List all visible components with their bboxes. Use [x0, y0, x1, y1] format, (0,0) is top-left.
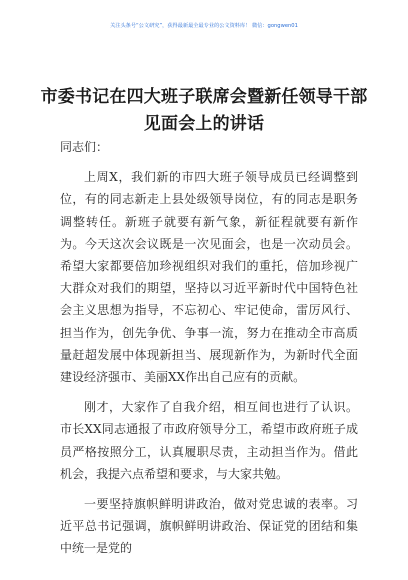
body-paragraph-3: 一要坚持旗帜鲜明讲政治，做对党忠诚的表率。习近平总书记强调，旗帜鲜明讲政治、保证党的团结和集中统一是党的 [60, 497, 358, 556]
body-paragraph-2: 刚才，大家作了自我介绍，相互间也进行了认识。市长XX同志通报了市政府领导分工，希望市政府班子成员严格按照分工，认真履职尽责，主动担当作为。借此机会，我提六点希望和要求，与大家共勉。 [60, 400, 358, 481]
salutation: 同志们： [60, 140, 109, 154]
body-paragraph-1: 上周X，我们新的市四大班子领导成员已经调整到位，有的同志新走上县处级领导岗位，有的同志是职务调整转任。新班子就要有新气象，新征程就要有新作为。今天这次会议既是一次见面会，也是一次动员会。希望大家都要倍加珍视组织对我们的重托，倍加珍视广大群众对我们的期望，坚持以习近平新时代中国特色社会主义思想为指导，不忘初心、牢记使命，雷厉风行、担当作为，创先争优、争事一流，努力在推动全市高质量赶超发展中体现新担当、展现新作为，为新时代全面建设经济强市、美丽XX作出自己应有的贡献。 [60, 170, 358, 385]
document-title: 市委书记在四大班子联席会暨新任领导干部见面会上的讲话 [40, 87, 368, 134]
document-body [60, 136, 358, 568]
header-promo-note[interactable]: 关注头条号“公文研究”，获得最新最全最专业的公文资料库！ 微信：gongwen01 [110, 23, 298, 29]
